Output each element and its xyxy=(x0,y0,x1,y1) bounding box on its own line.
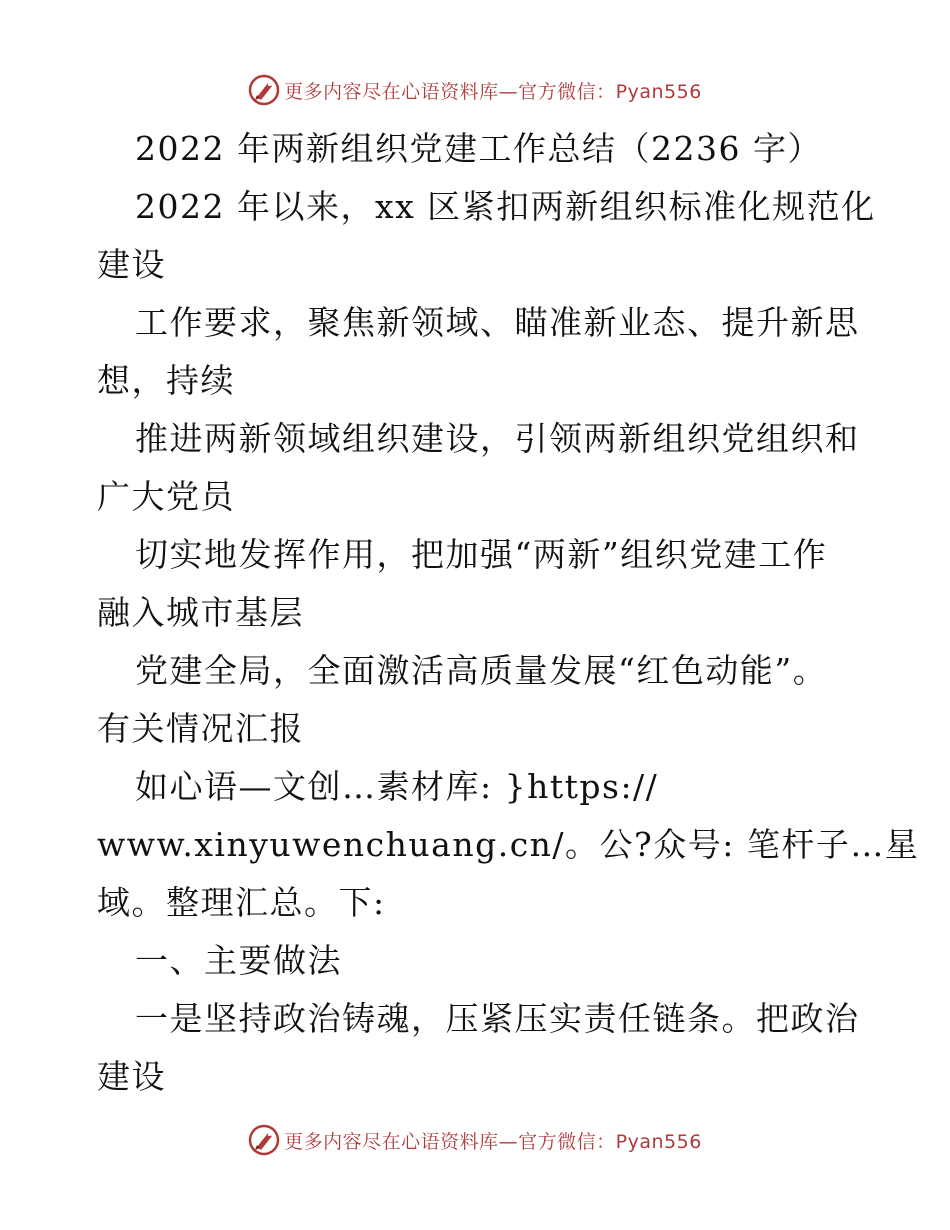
document-body xyxy=(97,120,920,1106)
paragraph-line: 想，持续 xyxy=(97,361,235,400)
paragraph-line: 融入城市基层 xyxy=(97,593,304,632)
header-banner-text: 更多内容尽在心语资料库—官方微信：Pyan556 xyxy=(284,80,702,103)
paragraph-line: www.xinyuwenchuang.cn/。公?众号: 笔杆子…星 xyxy=(97,825,920,864)
paragraph-line: 一是坚持政治铸魂，压紧压实责任链条。把政治 xyxy=(135,999,860,1038)
paragraph-line: 有关情况汇报 xyxy=(97,709,304,748)
paragraph-line: 2022 年以来，xx 区紧扣两新组织标准化规范化 xyxy=(135,187,876,226)
document-title: 2022 年两新组织党建工作总结（2236 字） xyxy=(135,129,822,168)
pen-logo-icon xyxy=(248,1124,280,1156)
paragraph-line: 党建全局，全面激活高质量发展“红色动能”。 xyxy=(135,651,828,690)
footer-banner xyxy=(0,1120,950,1160)
paragraph-line: 推进两新领域组织建设，引领两新组织党组织和 xyxy=(135,419,860,458)
paragraph-line: 工作要求，聚焦新领域、瞄准新业态、提升新思 xyxy=(135,303,860,342)
section-heading: 一、主要做法 xyxy=(135,941,342,980)
paragraph-line: 建设 xyxy=(97,1057,166,1096)
paragraph-line: 广大党员 xyxy=(97,477,235,516)
paragraph-line: 切实地发挥作用，把加强“两新”组织党建工作 xyxy=(135,535,828,574)
paragraph-line: 域。整理汇总。下: xyxy=(97,883,386,922)
pen-logo-icon xyxy=(248,74,280,106)
paragraph-line: 如心语—文创…素材库: }https:// xyxy=(135,767,659,806)
footer-banner-text: 更多内容尽在心语资料库—官方微信：Pyan556 xyxy=(284,1130,702,1153)
header-banner xyxy=(0,70,950,110)
paragraph-line: 建设 xyxy=(97,245,166,284)
